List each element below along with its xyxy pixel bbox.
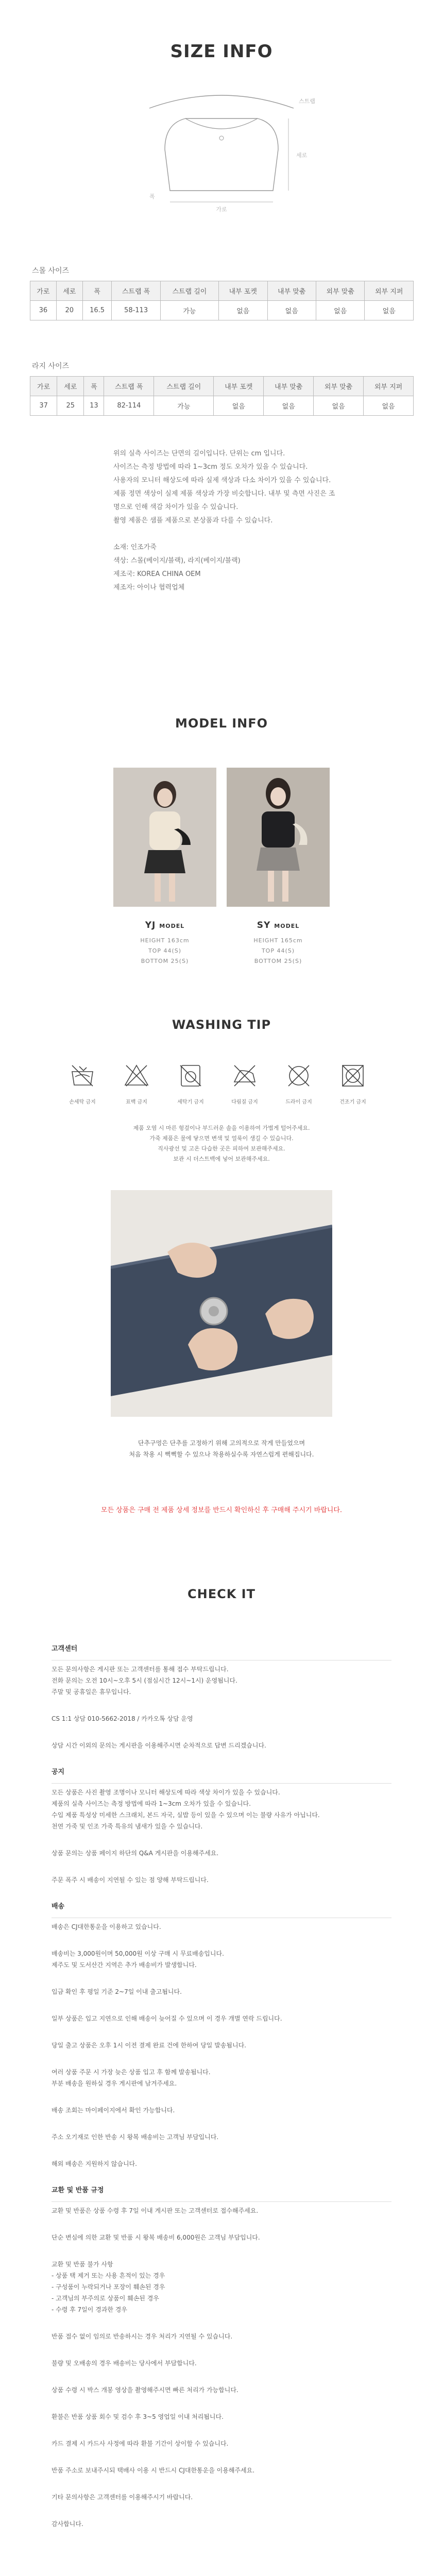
check-line bbox=[52, 2342, 391, 2358]
model-name-yj bbox=[113, 920, 216, 930]
bag-diagram bbox=[118, 88, 325, 216]
check-line bbox=[52, 2089, 391, 2105]
check-line bbox=[52, 2243, 391, 2259]
check-line: 입금 확인 후 평일 기준 2~7일 이내 출고됩니다. bbox=[52, 1988, 182, 1995]
check-line: 여러 상품 주문 시 가장 늦은 상품 입고 후 함께 발송됩니다. bbox=[52, 2069, 211, 2076]
wash-item-tumble-dry bbox=[332, 1061, 373, 1105]
width-label: 가로 bbox=[216, 206, 227, 213]
check-line: 주말 및 공휴일은 휴무입니다. bbox=[52, 1688, 131, 1696]
dry-clean-icon bbox=[284, 1061, 313, 1090]
check-line bbox=[52, 1997, 391, 2013]
table-row bbox=[30, 396, 414, 416]
model-name: SY bbox=[257, 920, 271, 930]
check-it-body bbox=[52, 1643, 391, 2545]
table-header-cell: 폭 bbox=[84, 377, 104, 396]
machine-wash-icon bbox=[176, 1061, 205, 1090]
small-size-table bbox=[30, 281, 414, 320]
wash-item-label: 세탁기 금지 bbox=[177, 1099, 204, 1105]
check-line bbox=[52, 1971, 391, 1986]
table-header-cell: 스트랩 폭 bbox=[104, 377, 154, 396]
strap-label: 스트랩 bbox=[299, 98, 315, 105]
check-line bbox=[52, 2503, 391, 2518]
size-note-line: 제조국: KOREA CHINA OEM bbox=[113, 570, 201, 578]
table-cell: 82-114 bbox=[104, 396, 154, 416]
check-line: 환불은 반품 상품 회수 및 검수 후 3~5 영업일 이내 처리됩니다. bbox=[52, 2413, 224, 2420]
wash-item-label: 다림질 금지 bbox=[231, 1099, 258, 1105]
wash-item-label: 드라이 금지 bbox=[285, 1099, 312, 1105]
check-line: - 상품 택 제거 또는 사용 흔적이 있는 경우 bbox=[52, 2272, 165, 2279]
check-line: 부분 배송을 원하실 경우 게시판에 남겨주세요. bbox=[52, 2080, 177, 2087]
wash-item-label: 손세탁 금지 bbox=[69, 1099, 96, 1105]
check-line bbox=[52, 1698, 391, 1713]
size-note-line bbox=[113, 528, 340, 541]
check-line bbox=[52, 2315, 391, 2331]
table-cell: 가능 bbox=[160, 301, 218, 320]
model-top-size: TOP 44(S) bbox=[148, 947, 182, 954]
model-height: HEIGHT 163cm bbox=[140, 937, 190, 944]
hand-wash-icon bbox=[68, 1061, 97, 1090]
check-line: 상담 시간 이외의 문의는 게시판을 이용해주시면 순차적으로 답변 드리겠습니다. bbox=[52, 1742, 266, 1749]
washing-note-line: 처음 착용 시 뻑뻑할 수 있으나 착용하실수록 자연스럽게 편해집니다. bbox=[129, 1451, 314, 1458]
model-bottom-size: BOTTOM 25(S) bbox=[141, 958, 189, 964]
table-row bbox=[30, 301, 414, 320]
small-size-label: 스몰 사이즈 bbox=[32, 267, 70, 275]
check-line: 모든 상품은 사진 촬영 조명이나 모니터 해상도에 따라 색상 차이가 있을 수 있습니다. bbox=[52, 1789, 280, 1796]
table-header-cell: 외부 맞춤 bbox=[314, 377, 364, 396]
check-section-heading: 배송 bbox=[52, 1903, 65, 1910]
washing-red-notice: 모든 상품은 구매 전 제품 상세 정보를 반드시 확인하신 후 구매해 주시기 바랍니다. bbox=[100, 1506, 343, 1514]
size-note-line: 색상: 스몰(베이지/블랙), 라지(베이지/블랙) bbox=[113, 557, 241, 565]
check-line bbox=[52, 2422, 391, 2438]
table-cell: 없음 bbox=[316, 301, 364, 320]
model-suffix: MODEL bbox=[159, 923, 185, 929]
table-cell: 58-113 bbox=[112, 301, 160, 320]
check-line: 천연 가죽 및 인조 가죽 특유의 냄새가 있을 수 있습니다. bbox=[52, 1823, 203, 1830]
model-photo-sy bbox=[227, 768, 330, 907]
check-line bbox=[52, 2216, 391, 2232]
size-note-line: 제조자: 아이나 협력업체 bbox=[113, 584, 185, 591]
wash-item-label: 표백 금지 bbox=[126, 1099, 147, 1105]
check-line bbox=[52, 2476, 391, 2492]
wash-item-label: 건조기 금지 bbox=[339, 1099, 366, 1105]
check-line: 수입 제품 특성상 미세한 스크래치, 본드 자국, 실밥 등이 있을 수 있으며 이는 불량 사유가 아닙니다. bbox=[52, 1811, 320, 1819]
section-gap bbox=[52, 1751, 391, 1767]
size-note-line: 사이즈는 측정 방법에 따라 1~3cm 정도 오차가 있을 수 있습니다. bbox=[113, 463, 308, 471]
check-section-heading: 교환 및 반품 규정 bbox=[52, 2187, 104, 2194]
model-name-sy bbox=[227, 920, 330, 930]
section-divider bbox=[52, 2201, 391, 2202]
model-spec-sy bbox=[227, 936, 330, 967]
washing-note-line: 단추구멍은 단추를 고정하기 위해 고의적으로 작게 만들었으며 bbox=[138, 1439, 305, 1447]
washing-note-secondary bbox=[118, 1437, 325, 1460]
wash-item-machine bbox=[170, 1061, 211, 1105]
table-header-row bbox=[30, 281, 414, 301]
model-suffix: MODEL bbox=[274, 923, 300, 929]
table-cell: 없음 bbox=[267, 301, 316, 320]
check-line: 전화 문의는 오전 10시~오후 5시 (점심시간 12시~1시) 운영됩니다. bbox=[52, 1677, 237, 1684]
check-line: 배송은 CJ대한통운을 이용하고 있습니다. bbox=[52, 1923, 161, 1930]
washing-note-line: 가죽 제품은 물에 닿으면 변색 및 얼룩이 생길 수 있습니다. bbox=[149, 1135, 294, 1142]
check-line bbox=[52, 1933, 391, 1948]
table-cell: 없음 bbox=[314, 396, 364, 416]
large-size-table bbox=[30, 376, 414, 416]
check-line: 해외 배송은 지원하지 않습니다. bbox=[52, 2160, 137, 2167]
washing-note-line: 직사광선 및 고온 다습한 곳은 피하여 보관해주세요. bbox=[158, 1145, 285, 1152]
washing-note bbox=[118, 1123, 325, 1164]
check-it-title: CHECK IT bbox=[188, 1587, 255, 1601]
table-header-cell: 가로 bbox=[30, 377, 57, 396]
table-header-cell: 외부 지퍼 bbox=[364, 377, 414, 396]
check-line: 카드 결제 시 카드사 사정에 따라 환불 기간이 상이할 수 있습니다. bbox=[52, 2440, 229, 2447]
check-line: 배송 조회는 마이페이지에서 확인 가능합니다. bbox=[52, 2107, 175, 2114]
table-cell: 없음 bbox=[365, 301, 414, 320]
table-header-cell: 폭 bbox=[82, 281, 112, 301]
check-line bbox=[52, 1832, 391, 1848]
washing-note-line: 보관 시 더스트백에 넣어 보관해주세요. bbox=[173, 1156, 270, 1162]
check-line: 일부 상품은 입고 지연으로 인해 배송이 늦어질 수 있으며 이 경우 개별 연락 드립니다. bbox=[52, 2015, 282, 2022]
size-note-line: 사용자의 모니터 해상도에 따라 실제 색상과 다소 차이가 있을 수 있습니다. bbox=[113, 477, 331, 484]
table-header-cell: 내부 맞춤 bbox=[267, 281, 316, 301]
model-spec-yj bbox=[113, 936, 216, 967]
table-header-cell: 내부 포켓 bbox=[214, 377, 264, 396]
table-header-cell: 스트랩 폭 bbox=[112, 281, 160, 301]
table-cell: 가능 bbox=[154, 396, 214, 416]
check-line bbox=[52, 1724, 391, 1740]
table-cell: 없음 bbox=[364, 396, 414, 416]
model-top-size: TOP 44(S) bbox=[261, 947, 295, 954]
check-line: - 고객님의 부주의로 상품이 훼손된 경우 bbox=[52, 2295, 159, 2302]
check-line: 불량 및 오배송의 경우 배송비는 당사에서 부담합니다. bbox=[52, 2360, 197, 2367]
check-line: 제품의 실측 사이즈는 측정 방법에 따라 1~3cm 오차가 있을 수 있습니다. bbox=[52, 1800, 251, 1807]
table-header-cell: 스트랩 길이 bbox=[160, 281, 218, 301]
washing-note-line: 제품 오염 시 마른 헝겊이나 부드러운 솔을 이용하여 가볍게 털어주세요. bbox=[133, 1125, 310, 1131]
check-line bbox=[52, 2143, 391, 2158]
check-line bbox=[52, 2396, 391, 2411]
check-line bbox=[52, 1859, 391, 1874]
check-section-heading: 공지 bbox=[52, 1768, 65, 1776]
model-bottom-size: BOTTOM 25(S) bbox=[254, 958, 302, 964]
model-photo-yj bbox=[113, 768, 216, 907]
check-line bbox=[52, 2369, 391, 2384]
check-line: 제주도 및 도서산간 지역은 추가 배송비가 발생합니다. bbox=[52, 1961, 197, 1969]
check-line: 감사합니다. bbox=[52, 2520, 83, 2528]
table-header-cell: 세로 bbox=[57, 377, 84, 396]
button-detail-photo bbox=[111, 1190, 332, 1417]
size-info-title: SIZE INFO bbox=[170, 41, 273, 62]
check-line: 기타 문의사항은 고객센터를 이용해주시기 바랍니다. bbox=[52, 2494, 193, 2501]
wash-item-iron bbox=[224, 1061, 265, 1105]
check-line bbox=[52, 2024, 391, 2040]
depth-label: 폭 bbox=[149, 193, 155, 200]
model-height: HEIGHT 165cm bbox=[253, 937, 303, 944]
check-line: 당일 출고 상품은 오후 1시 이전 결제 완료 건에 한하여 당일 발송됩니다. bbox=[52, 2042, 246, 2049]
check-line: 모든 문의사항은 게시판 또는 고객센터를 통해 접수 부탁드립니다. bbox=[52, 1666, 229, 1673]
iron-icon bbox=[230, 1061, 259, 1090]
table-cell: 없음 bbox=[264, 396, 314, 416]
table-cell: 25 bbox=[57, 396, 84, 416]
check-section-heading: 고객센터 bbox=[52, 1645, 78, 1653]
table-header-cell: 가로 bbox=[30, 281, 57, 301]
size-note-line: 위의 실측 사이즈는 단면의 길이입니다. 단위는 cm 입니다. bbox=[113, 450, 285, 457]
check-line: 상품 수령 시 박스 개봉 영상을 촬영해주시면 빠른 처리가 가능합니다. bbox=[52, 2386, 238, 2394]
check-line: 배송비는 3,000원이며 50,000원 이상 구매 시 무료배송입니다. bbox=[52, 1950, 224, 1957]
table-cell: 37 bbox=[30, 396, 57, 416]
table-cell: 36 bbox=[30, 301, 57, 320]
check-line: 주문 폭주 시 배송이 지연될 수 있는 점 양해 부탁드립니다. bbox=[52, 1876, 209, 1884]
table-cell: 20 bbox=[56, 301, 82, 320]
check-line: 상품 문의는 상품 페이지 하단의 Q&A 게시판을 이용해주세요. bbox=[52, 1850, 219, 1857]
section-gap bbox=[52, 2530, 391, 2545]
table-header-cell: 내부 포켓 bbox=[219, 281, 267, 301]
tumble-dry-icon bbox=[338, 1061, 367, 1090]
bleach-icon bbox=[122, 1061, 151, 1090]
size-notes bbox=[113, 447, 340, 595]
wash-item-dry-clean bbox=[278, 1061, 319, 1105]
table-cell: 없음 bbox=[219, 301, 267, 320]
table-cell: 없음 bbox=[214, 396, 264, 416]
section-gap bbox=[52, 2170, 391, 2185]
check-line: 교환 및 반품은 상품 수령 후 7일 이내 게시판 또는 고객센터로 접수해주세요. bbox=[52, 2207, 259, 2214]
table-cell: 13 bbox=[84, 396, 104, 416]
table-header-cell: 외부 맞춤 bbox=[316, 281, 364, 301]
check-line bbox=[52, 2116, 391, 2131]
table-cell: 16.5 bbox=[82, 301, 112, 320]
size-note-line: 소재: 인조가죽 bbox=[113, 544, 157, 551]
wash-item-hand-wash bbox=[62, 1061, 103, 1105]
large-size-label: 라지 사이즈 bbox=[32, 362, 70, 370]
height-label: 세로 bbox=[296, 152, 308, 159]
check-line: 주소 오기재로 인한 반송 시 왕복 배송비는 고객님 부담입니다. bbox=[52, 2133, 219, 2141]
table-header-cell: 스트랩 길이 bbox=[154, 377, 214, 396]
table-header-cell: 외부 지퍼 bbox=[365, 281, 414, 301]
table-header-row bbox=[30, 377, 414, 396]
check-line: 반품 주소로 보내주시되 택배사 이용 시 반드시 CJ대한통운을 이용해주세요. bbox=[52, 2467, 255, 2474]
section-divider bbox=[52, 1783, 391, 1784]
model-name: YJ bbox=[145, 920, 156, 930]
size-note-line: 촬영 제품은 샘플 제품으로 본상품과 다를 수 있습니다. bbox=[113, 517, 273, 524]
size-note-line: 제품 정면 색상이 실제 제품 색상과 가장 비슷합니다. 내부 및 측면 사진은 조명으로 인해 색감 차이가 있을 수 있습니다. bbox=[113, 490, 335, 511]
table-header-cell: 내부 맞춤 bbox=[264, 377, 314, 396]
check-line bbox=[52, 2449, 391, 2465]
check-line bbox=[52, 2051, 391, 2066]
section-gap bbox=[52, 1886, 391, 1901]
model-info-title: MODEL INFO bbox=[175, 716, 268, 731]
wash-item-bleach bbox=[116, 1061, 157, 1105]
check-line: 단순 변심에 의한 교환 및 반품 시 왕복 배송비 6,000원은 고객님 부담입니다. bbox=[52, 2234, 260, 2241]
check-line: 교환 및 반품 불가 사항 bbox=[52, 2261, 113, 2268]
washing-tip-title: WASHING TIP bbox=[172, 1018, 271, 1032]
table-header-cell: 세로 bbox=[56, 281, 82, 301]
check-line: - 수령 후 7일이 경과한 경우 bbox=[52, 2306, 127, 2313]
check-line: 반품 접수 없이 임의로 반송하시는 경우 처리가 지연될 수 있습니다. bbox=[52, 2333, 233, 2340]
check-line: CS 1:1 상담 010-5662-2018 / 카카오톡 상담 운영 bbox=[52, 1715, 193, 1722]
check-line: - 구성품이 누락되거나 포장이 훼손된 경우 bbox=[52, 2283, 165, 2291]
